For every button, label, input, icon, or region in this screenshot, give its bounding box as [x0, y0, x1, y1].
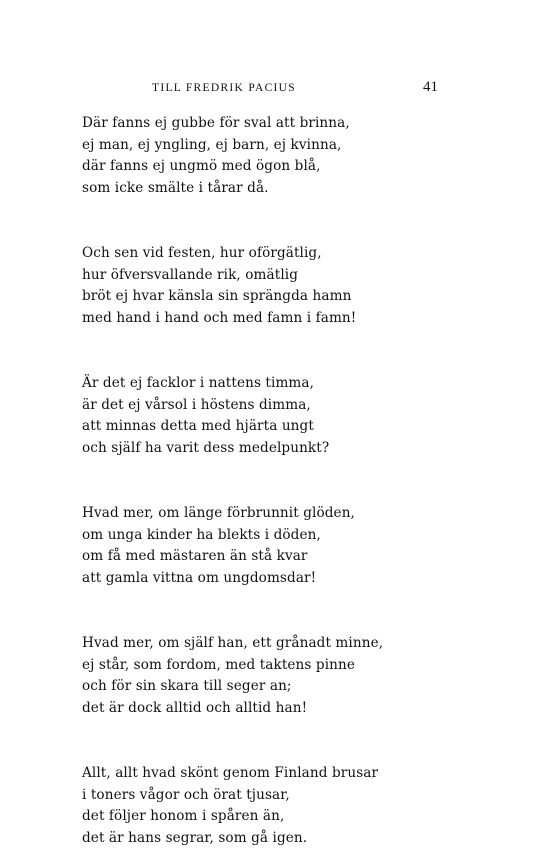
poem-line: Där fanns ej gubbe för sval att brinna, — [82, 115, 350, 131]
stanza — [82, 113, 482, 199]
poem-line: att gamla vittna om ungdomsdar! — [82, 569, 317, 586]
poem-line: det är dock alltid och alltid han! — [82, 699, 308, 716]
poem-line: att minnas detta med hjärta ungt — [82, 418, 314, 434]
poem-line: om få med mästaren än stå kvar — [82, 548, 308, 564]
poem-line: Är det ej facklor i nattens timma, — [82, 375, 315, 391]
poem-line: bröt ej hvar känsla sin sprängda hamn — [82, 288, 352, 304]
poem-line: med hand i hand och med famn i famn! — [82, 309, 357, 326]
poem-line: Hvad mer, om själf han, ett grånadt minne, — [82, 635, 384, 651]
stanza — [82, 503, 482, 589]
stanza — [82, 373, 482, 459]
running-title: TILL FREDRIK PACIUS — [152, 82, 296, 94]
poem-line: hur öfversvallande rik, omätlig — [82, 266, 299, 283]
poem-line: det är hans segrar, som gå igen. — [82, 829, 308, 846]
stanza — [82, 243, 482, 329]
poem-line: i toners vågor och örat tjusar, — [82, 786, 290, 803]
poem-line: där fanns ej ungmö med ögon blå, — [82, 158, 321, 174]
poem-line: och för sin skara till seger an; — [82, 678, 292, 694]
poem-line: är det ej vårsol i höstens dimma, — [82, 396, 311, 413]
poem-line: det följer honom i spåren än, — [82, 808, 285, 824]
poem-line: ej man, ej yngling, ej barn, ej kvinna, — [82, 136, 342, 153]
poem-line: Och sen vid festen, hur oförgätlig, — [82, 245, 322, 261]
poem-line: och själf ha varit dess medelpunkt? — [82, 439, 330, 456]
poem-line: Hvad mer, om länge förbrunnit glöden, — [82, 505, 355, 521]
page-number: 41 — [423, 79, 438, 95]
poem-line: ej står, som fordom, med taktens pinne — [82, 656, 355, 673]
stanza — [82, 763, 482, 849]
poem-line: om unga kinder ha blekts i döden, — [82, 526, 321, 543]
stanza — [82, 633, 482, 719]
poem — [82, 113, 482, 849]
running-header — [82, 80, 438, 100]
poem-line: som icke smälte i tårar då. — [82, 179, 269, 196]
poem-line: Allt, allt hvad skönt genom Finland brusar — [82, 765, 379, 781]
